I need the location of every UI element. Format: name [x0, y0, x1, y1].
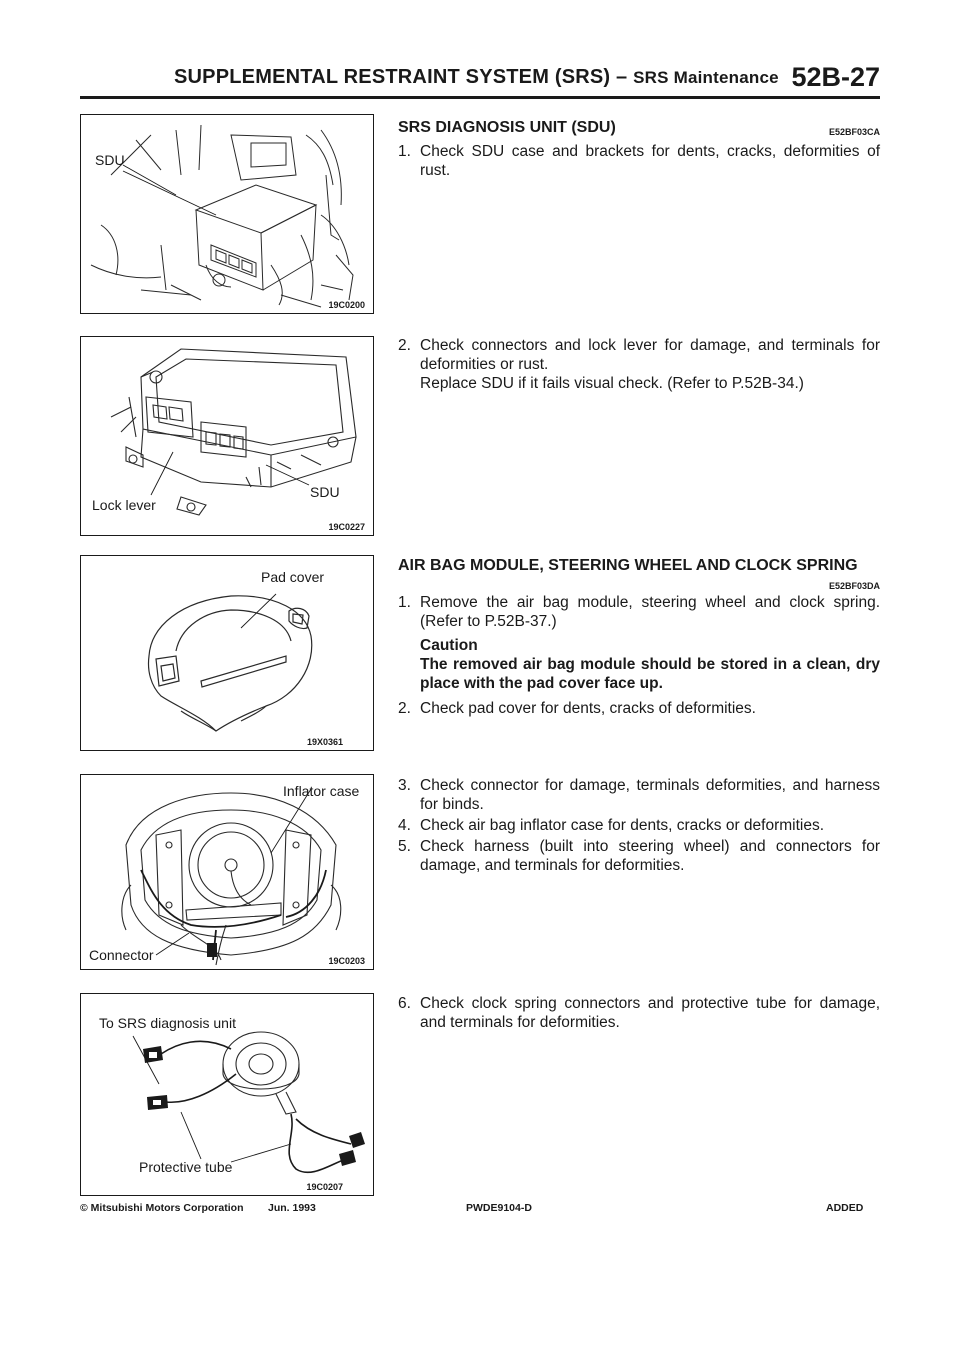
section-airbag [398, 556, 880, 718]
label-sdu: SDU [310, 484, 340, 500]
step-number: 3. [398, 777, 411, 794]
label-lock-lever: Lock lever [92, 497, 156, 513]
step-text: Check clock spring connectors and protective tube for damage, and terminals for deformities. [420, 995, 880, 1031]
step-note: Replace SDU if it fails visual check. (Refer to P.52B-34.) [420, 375, 804, 392]
step-item [398, 994, 880, 1032]
figure-sdu-lock-lever [80, 336, 374, 536]
step-item [398, 837, 880, 875]
step-text: Check harness (built into steering wheel) and connectors for damage, and terminals for deformities. [420, 838, 880, 874]
header-title-sub: SRS Maintenance [633, 68, 779, 87]
step-item [398, 699, 880, 718]
figure-code: 19C0227 [328, 522, 365, 532]
heading-text: AIR BAG MODULE, STEERING WHEEL AND CLOCK SPRING [398, 557, 858, 574]
figure-pad-cover [80, 555, 374, 751]
sdu-location-drawing [81, 115, 373, 313]
step-item [398, 816, 880, 835]
page-number: 52B-27 [791, 62, 880, 92]
step-number: 5. [398, 838, 411, 855]
figure-code: 19C0207 [306, 1182, 343, 1192]
section-airbag-steps-3-5 [398, 776, 880, 875]
step-text: Check connector for damage, terminals deformities, and harness for binds. [420, 777, 880, 813]
footer-copyright: © Mitsubishi Motors Corporation [80, 1202, 244, 1214]
section-heading [398, 556, 880, 576]
inflator-case-drawing [81, 775, 373, 969]
figure-code: 19C0200 [328, 300, 365, 310]
section-heading [398, 118, 880, 138]
figure-clock-spring [80, 993, 374, 1196]
page-header [80, 62, 880, 96]
step-text: Remove the air bag module, steering wheel and clock spring. (Refer to P.52B-37.) [420, 594, 880, 630]
label-inflator-case: Inflator case [283, 783, 360, 799]
section-sdu [398, 118, 880, 180]
footer-doc-code: PWDE9104-D [466, 1202, 532, 1214]
footer-date: Jun. 1993 [268, 1202, 316, 1214]
caution-text: The removed air bag module should be stored in a clean, dry place with the pad cover face up. [420, 656, 880, 692]
step-item [398, 336, 880, 393]
step-number: 1. [398, 143, 411, 160]
pad-cover-drawing [81, 556, 373, 750]
figure-code: 19C0203 [328, 956, 365, 966]
step-text: Check connectors and lock lever for damage, and terminals for deformities or rust. [420, 337, 880, 373]
header-title-main: SUPPLEMENTAL RESTRAINT SYSTEM (SRS) – [174, 66, 628, 88]
step-number: 4. [398, 817, 411, 834]
step-number: 6. [398, 995, 411, 1012]
section-sdu-step2 [398, 336, 880, 393]
label-connector: Connector [89, 947, 154, 963]
label-to-srs-diagnosis-unit: To SRS diagnosis unit [99, 1015, 236, 1031]
step-text: Check SDU case and brackets for dents, cracks, deformities of rust. [420, 143, 880, 179]
figure-code: 19X0361 [306, 737, 343, 747]
label-sdu: SDU [95, 152, 125, 168]
step-number: 2. [398, 700, 411, 717]
step-number: 1. [398, 594, 411, 611]
figure-inflator-case [80, 774, 374, 970]
label-protective-tube: Protective tube [139, 1159, 233, 1175]
step-text: Check pad cover for dents, cracks of deformities. [420, 700, 756, 717]
section-code: E52BF03CA [828, 127, 880, 137]
step-item [398, 776, 880, 814]
figure-sdu-location [80, 114, 374, 314]
step-text: Check air bag inflator case for dents, cracks or deformities. [420, 817, 825, 834]
label-pad-cover: Pad cover [261, 569, 325, 585]
step-item [398, 142, 880, 180]
step-item [398, 593, 880, 693]
step-number: 2. [398, 337, 411, 354]
heading-text: SRS DIAGNOSIS UNIT (SDU) [398, 119, 616, 136]
caution-heading: Caution [420, 637, 478, 654]
section-airbag-step-6 [398, 994, 880, 1032]
footer-status: ADDED [826, 1202, 864, 1214]
section-code: E52BF03DA [828, 581, 880, 591]
header-rule [80, 96, 880, 99]
header-title [174, 66, 779, 89]
